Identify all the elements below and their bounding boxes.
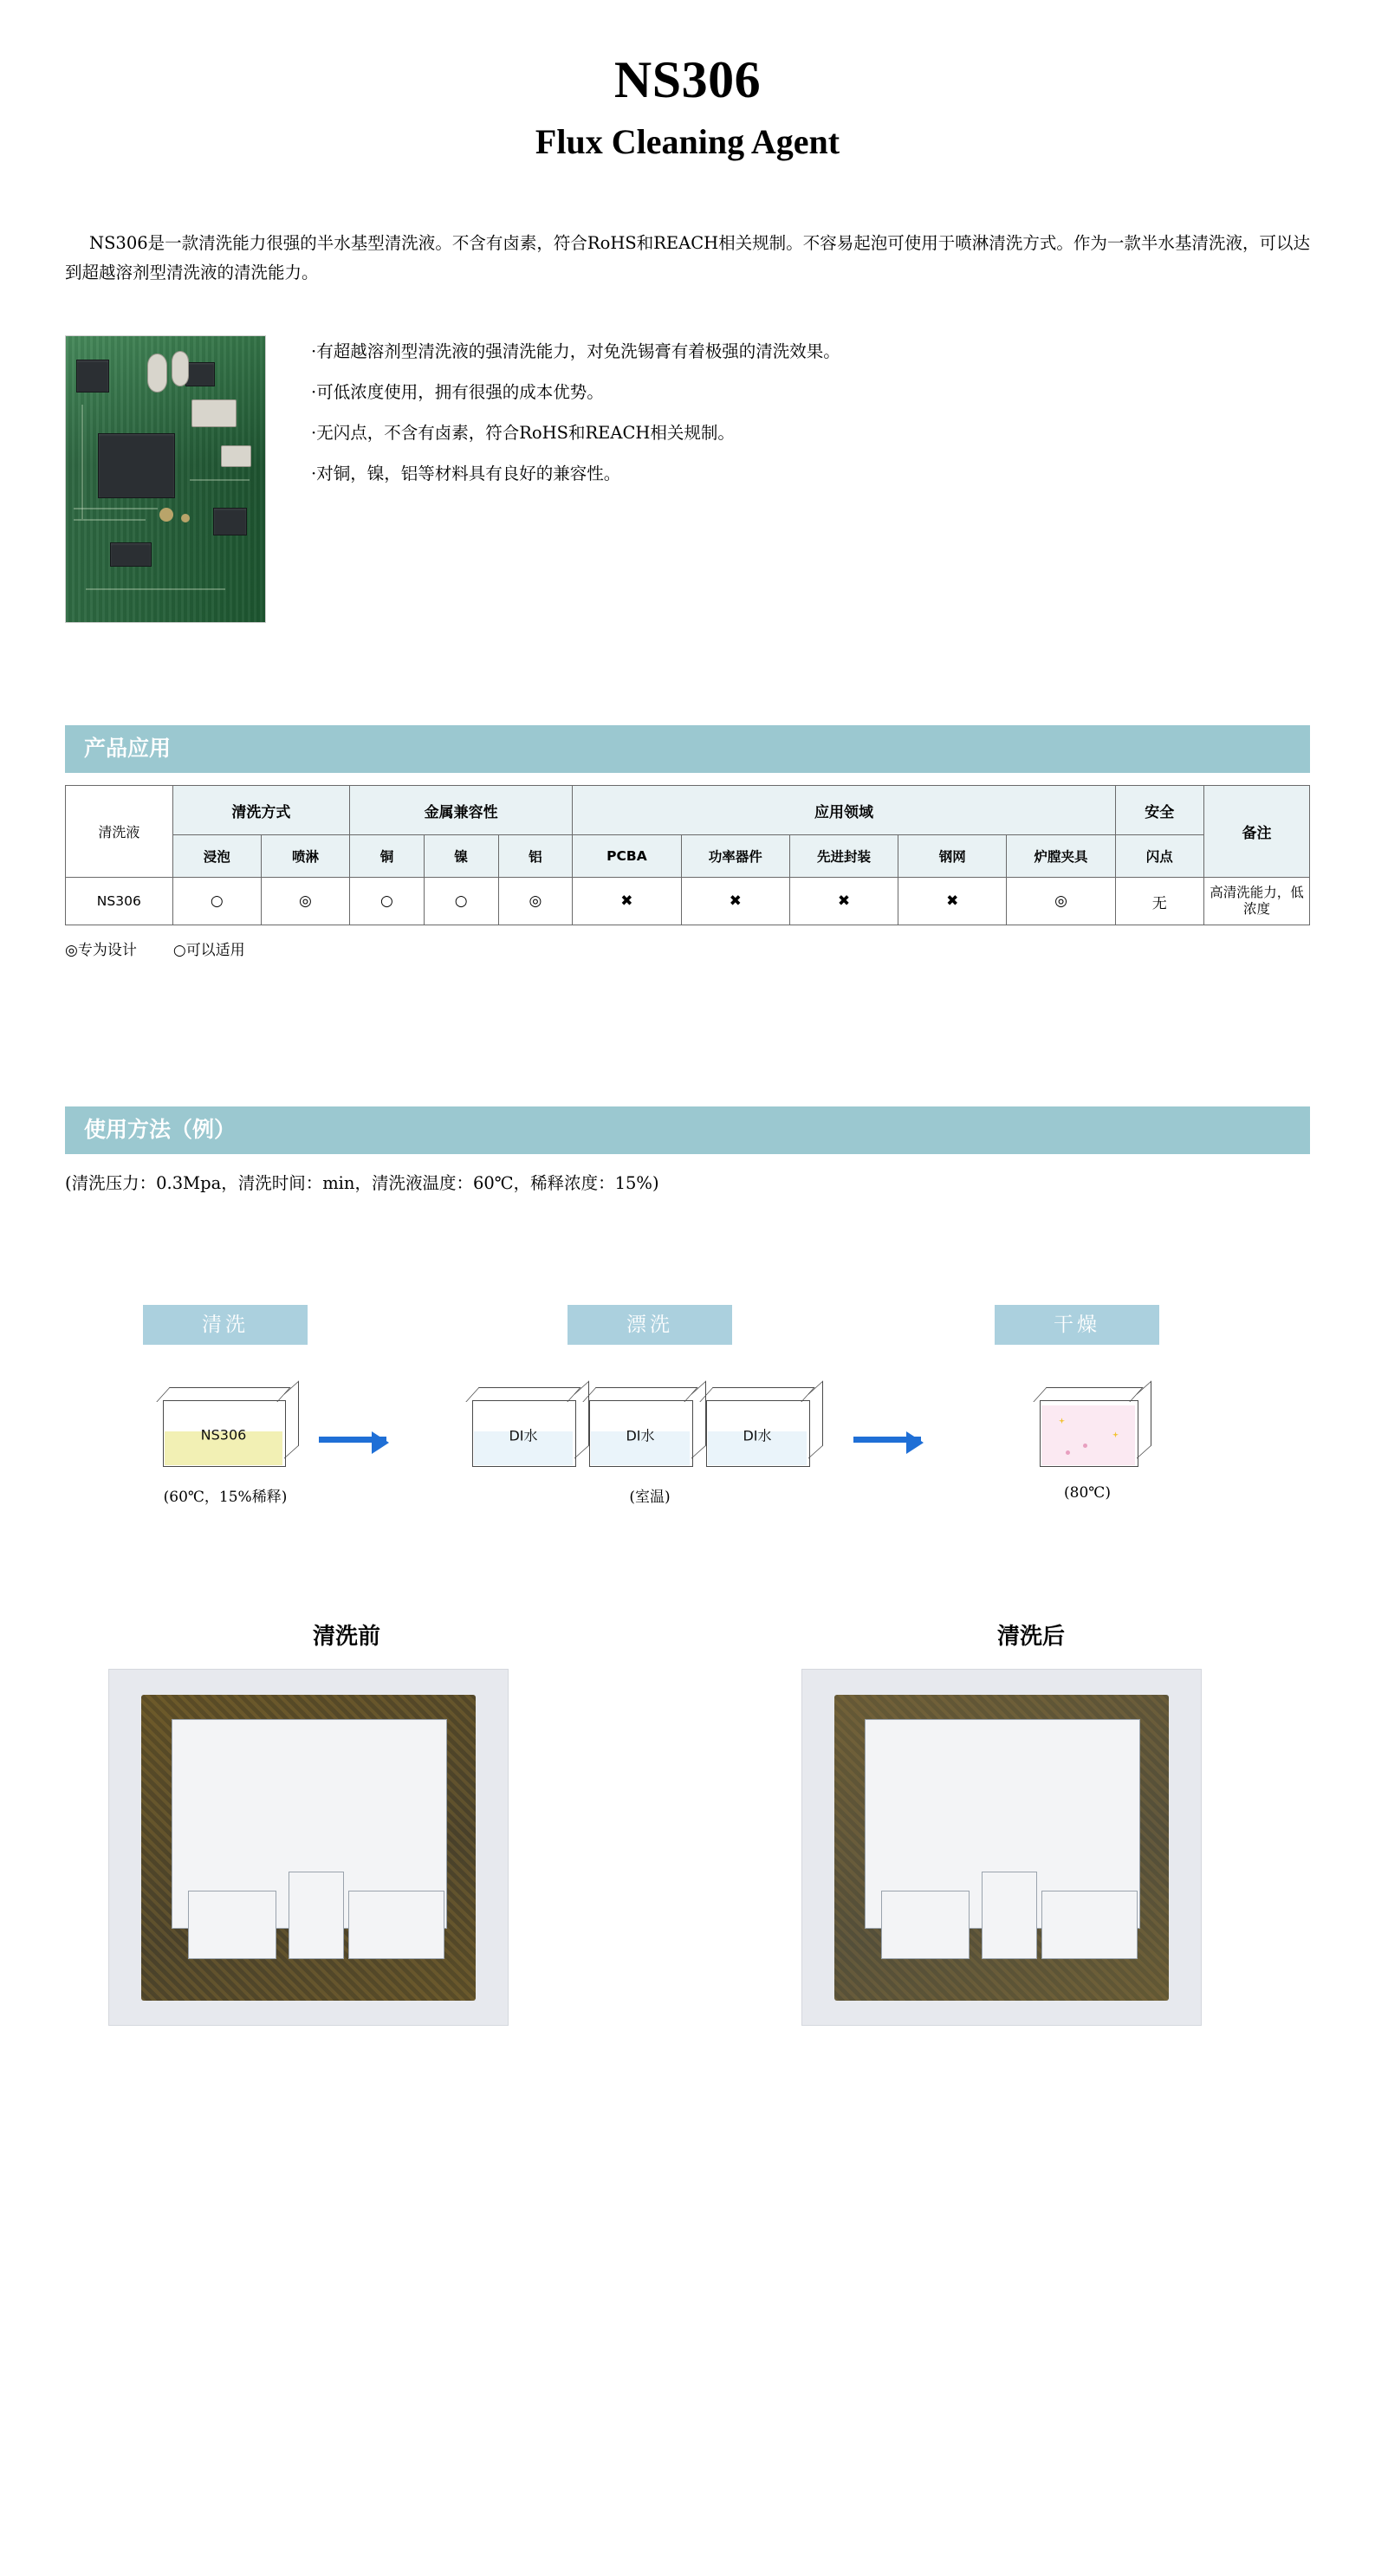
process-arrow-1: [319, 1437, 386, 1443]
tank-liquid-dry: [1041, 1405, 1135, 1465]
table-cell: ◎: [1007, 878, 1115, 925]
intro-text: NS306是一款清洗能力很强的半水基型清洗液。不含有卤素，符合RoHS和REACH相关规制。不容易起泡可使用于喷淋清洗方式。作为一款半水基清洗液，可以达到超越溶剂型清洗液的清洗能力。: [65, 233, 1310, 283]
table-group-remark: 备注: [1203, 786, 1309, 878]
process-step-label-wash: 清洗: [143, 1305, 308, 1345]
table-cell: ○: [424, 878, 498, 925]
table-legend: [65, 938, 1310, 959]
table-subheader: PCBA: [573, 835, 681, 878]
method-parameters-note: (清洗压力：0.3Mpa，清洗时间：min，清洗液温度：60℃，稀释浓度：15%): [65, 1173, 659, 1194]
table-cell: ○: [350, 878, 425, 925]
page-subtitle: Flux Cleaning Agent: [535, 122, 840, 161]
table-cell: ◎: [498, 878, 573, 925]
table-subheader: 浸泡: [172, 835, 261, 878]
comparison-images: [0, 1669, 1375, 2041]
comparison-titles: [0, 1619, 1375, 1653]
table-group-application-field: 应用领域: [573, 786, 1115, 835]
feature-bullet-list: [311, 335, 1310, 498]
table-row: [66, 878, 1310, 925]
table-cell: ○: [172, 878, 261, 925]
cleaned-metal-frame-photo: [801, 1669, 1202, 2026]
table-group-wash-method: 清洗方式: [172, 786, 349, 835]
table-subheader: 喷淋: [261, 835, 349, 878]
table-subheader: 钢网: [898, 835, 1007, 878]
table-subheader: 闪点: [1115, 835, 1203, 878]
tank-label-rinse-3: DI水: [743, 1427, 772, 1444]
process-diagram: [0, 1298, 1375, 1584]
legend-text-applicable: 可以适用: [185, 942, 245, 960]
tank-dryer: [1040, 1402, 1137, 1467]
comparison-title-after: 清洗后: [996, 1624, 1065, 1651]
table-cell: 无: [1115, 878, 1203, 925]
table-subheader-row: [66, 835, 1310, 878]
legend-symbol-applicable: ○: [172, 942, 186, 960]
table-cell: ✖: [573, 878, 681, 925]
table-cell: ✖: [681, 878, 789, 925]
legend-text-designed: 专为设计: [77, 942, 137, 960]
table-subheader: 功率器件: [681, 835, 789, 878]
table-cell: ◎: [261, 878, 349, 925]
table-cell-note: 高清洗能力，低浓度: [1203, 878, 1309, 925]
tank-wash: [163, 1402, 284, 1467]
table-corner-label: 清洗液: [66, 786, 173, 878]
feature-row: [65, 335, 1310, 623]
table-row-label: NS306: [66, 878, 173, 925]
intro-paragraph: [65, 229, 1310, 288]
process-step-label-dry: 干燥: [995, 1305, 1159, 1345]
process-step-label-rinse: 漂洗: [568, 1305, 732, 1345]
tank-label-rinse-2: DI水: [626, 1427, 655, 1444]
table-subheader: 铜: [350, 835, 425, 878]
list-item: ·有超越溶剂型清洗液的强清洗能力，对免洗锡膏有着极强的清洗效果。: [311, 341, 840, 362]
application-table: [65, 785, 1310, 925]
table-cell: ✖: [789, 878, 898, 925]
comparison-title-before: 清洗前: [312, 1624, 380, 1651]
legend-symbol-designed: ◎: [65, 942, 78, 960]
list-item: ·可低浓度使用，拥有很强的成本优势。: [311, 382, 604, 403]
section-header-application: 产品应用: [65, 725, 1310, 773]
table-group-safety: 安全: [1115, 786, 1203, 835]
table-group-header-row: [66, 786, 1310, 835]
table-subheader: 先进封装: [789, 835, 898, 878]
section-header-method: 使用方法（例）: [65, 1106, 1310, 1154]
table-subheader: 镍: [424, 835, 498, 878]
process-caption-rinse: (室温): [629, 1489, 671, 1507]
tank-rinse-3: [706, 1402, 808, 1467]
table-group-metal-compat: 金属兼容性: [350, 786, 573, 835]
tank-label-wash: NS306: [200, 1426, 247, 1444]
tank-label-rinse-1: DI水: [509, 1427, 538, 1444]
table-subheader: 铝: [498, 835, 573, 878]
table-cell: ✖: [898, 878, 1007, 925]
list-item: ·无闪点，不含有卤素，符合RoHS和REACH相关规制。: [311, 423, 735, 444]
dirty-metal-frame-photo: [108, 1669, 509, 2026]
process-arrow-2: [853, 1437, 921, 1443]
page-title: NS306: [613, 51, 762, 108]
table-subheader: 炉膛夹具: [1007, 835, 1115, 878]
list-item: ·对铜，镍，铝等材料具有良好的兼容性。: [311, 464, 621, 484]
process-caption-wash: (60℃，15%稀释): [163, 1489, 288, 1507]
tank-rinse-1: [472, 1402, 574, 1467]
tank-rinse-2: [589, 1402, 691, 1467]
pcba-board-photo: [65, 335, 266, 623]
process-caption-dry: (80℃): [1064, 1484, 1111, 1502]
